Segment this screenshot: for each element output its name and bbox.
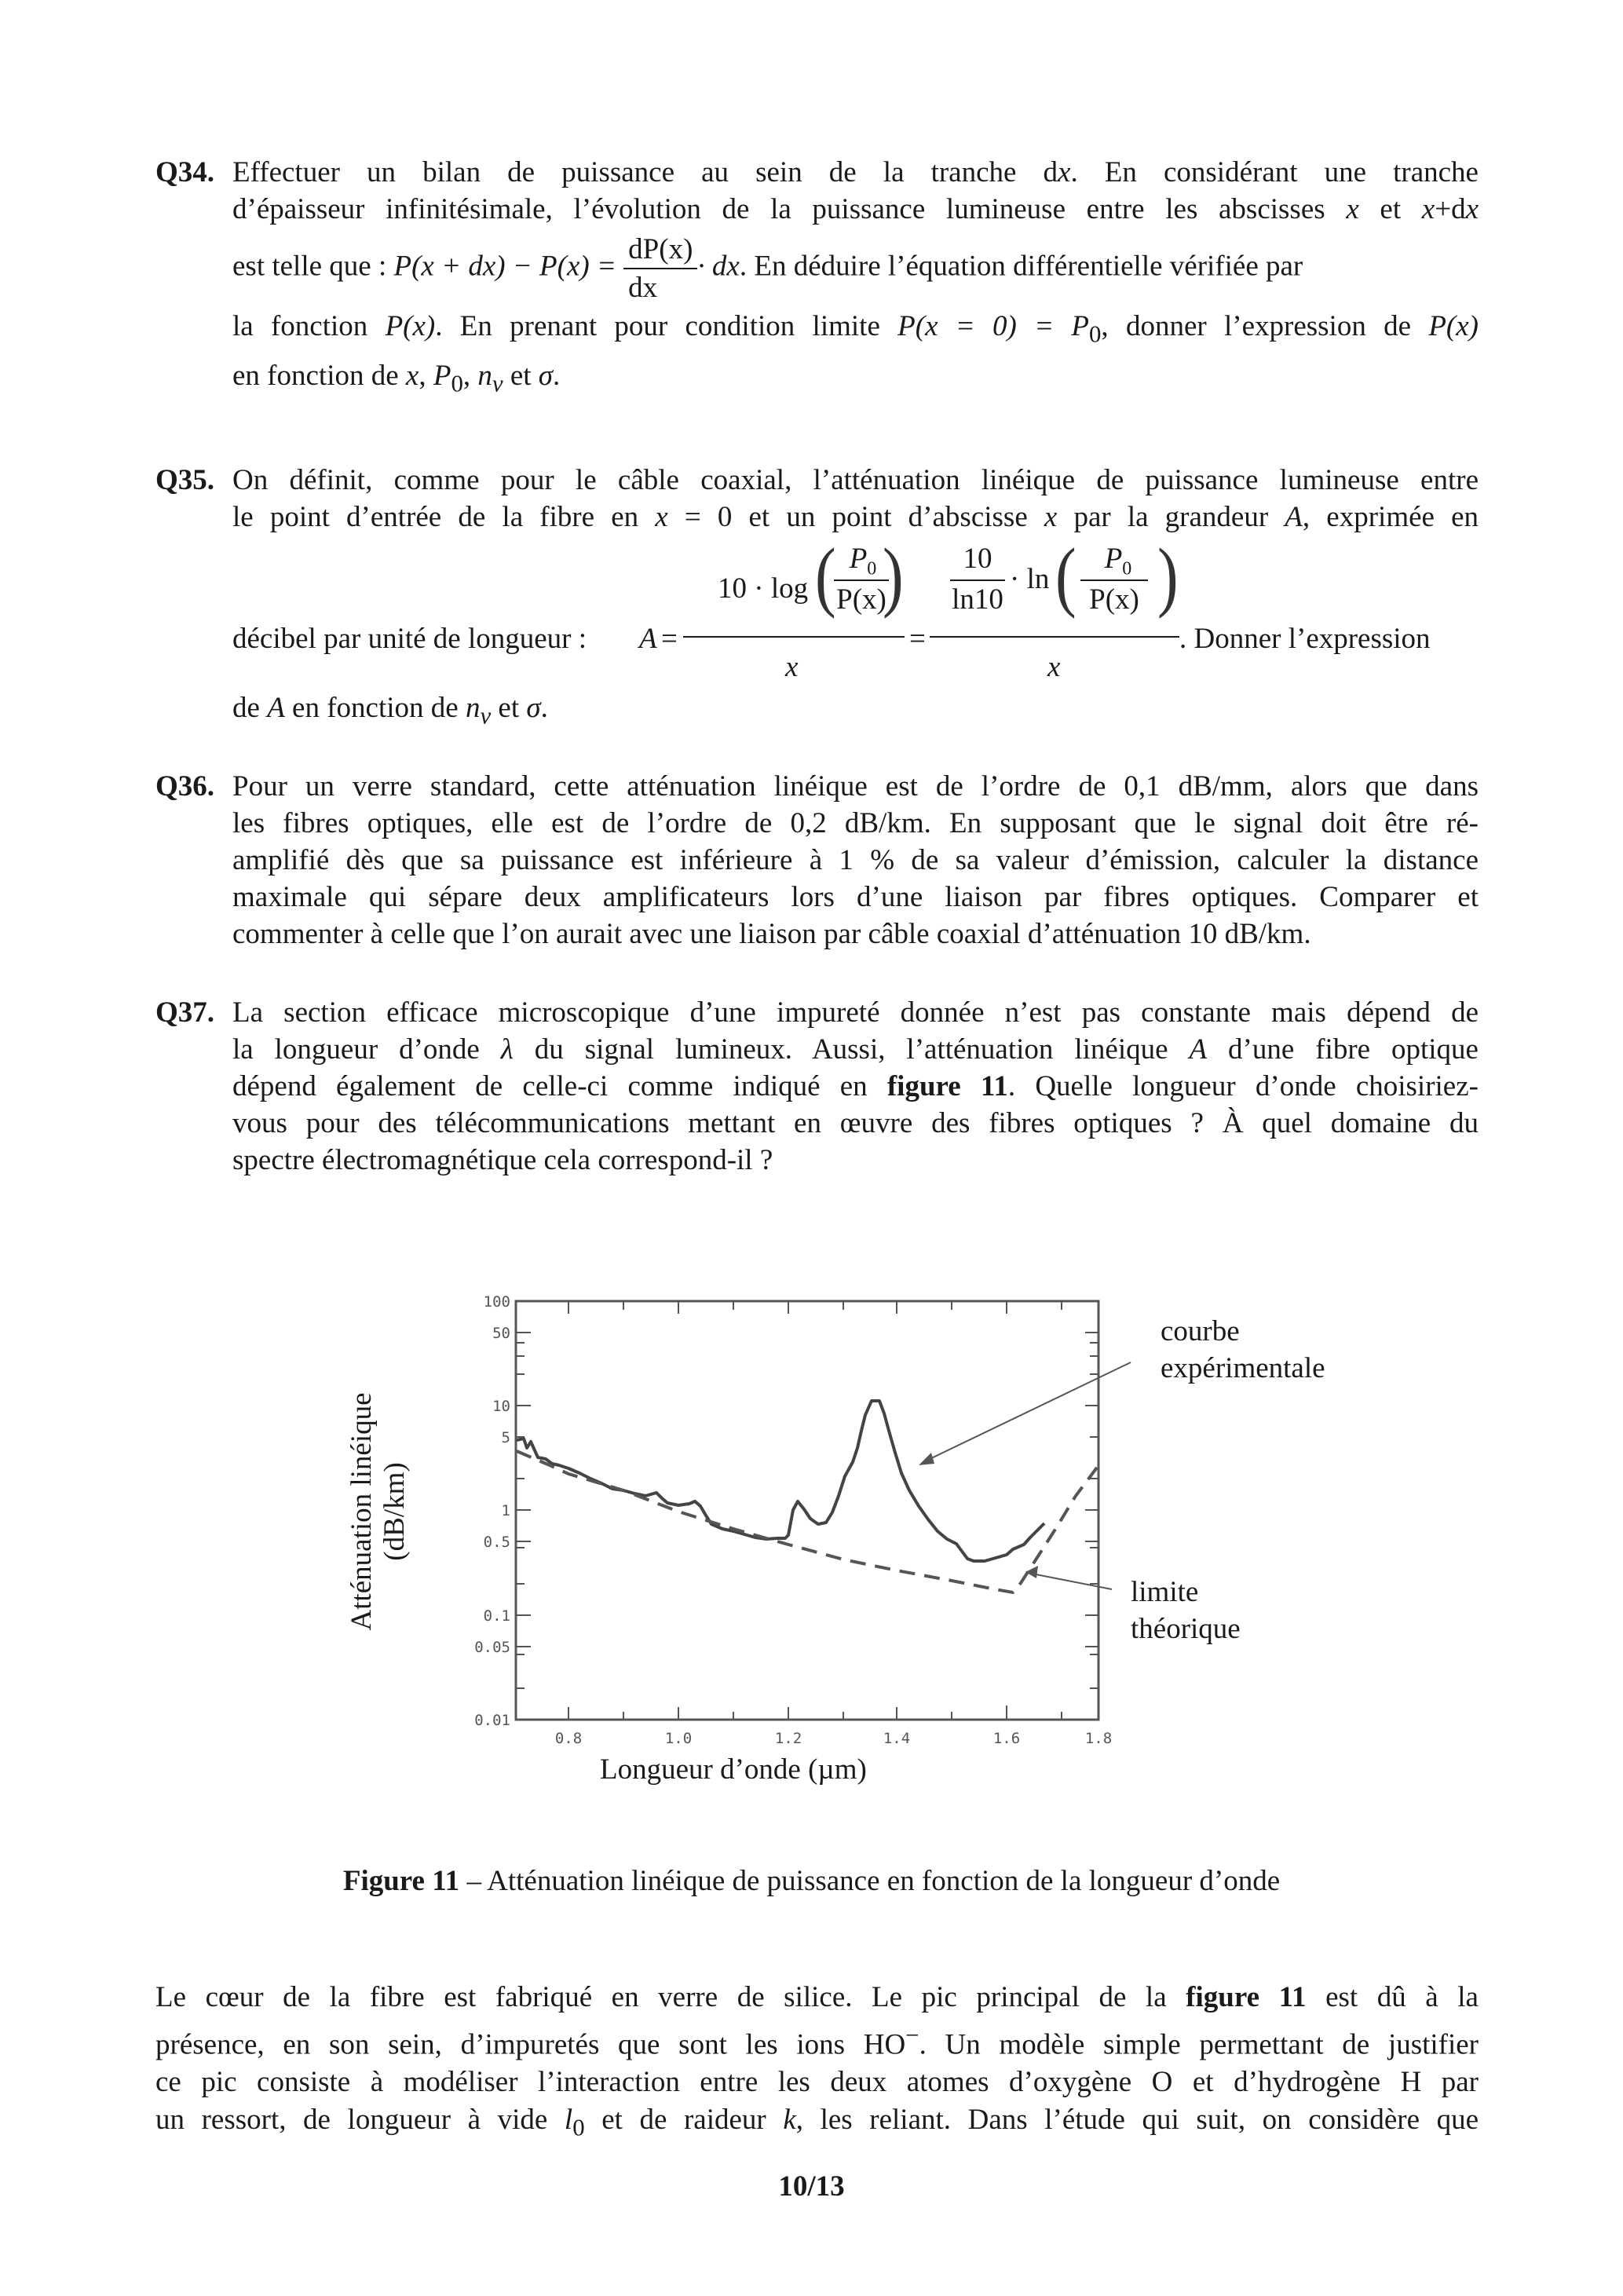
- q36-line: amplifié dès que sa puissance est inférieure à 1 % de sa valeur d’émission, calculer la distance: [232, 844, 1479, 876]
- q34-line-4: la fonction P(x). En prenant pour condition limite $P(x = 0) = P_0$, donner l’expression de P(x): [232, 310, 1479, 348]
- svg-text:1.4: 1.4: [883, 1730, 911, 1747]
- question-number: Q36.: [155, 770, 215, 803]
- x-ticks: [568, 1301, 1062, 1720]
- svg-text:10: 10: [492, 1398, 510, 1415]
- figure-caption: Figure 11 – Atténuation linéique de puissance en fonction de la longueur d’onde: [342, 1865, 1281, 1897]
- svg-text:0.01: 0.01: [474, 1712, 510, 1729]
- y-axis-label: Atténuation linéique (dB/km): [345, 1392, 411, 1631]
- q34-line-5: en fonction de x, $P_0$, $n_\nu$ et σ.: [232, 360, 561, 397]
- svg-text:1: 1: [501, 1502, 510, 1519]
- q34-line-2: d’épaisseur infinitésimale, l’évolution de la puissance lumineuse entre les abscisses x et x+dx: [232, 193, 1479, 225]
- q36-line: commenter à celle que l’on aurait avec une liaison par câble coaxial d’atténuation 10 dB/km.: [232, 918, 1311, 950]
- svg-text:0.1: 0.1: [483, 1607, 510, 1625]
- q34-equation-line: est telle que : P(x + dx) − P(x) = $\frac{dP(x)}{dx}$ · dx. En déduire l’équation différentielle vérifiée par: [232, 231, 1479, 305]
- q36-line: les fibres optiques, elle est de l’ordre de 0,2 dB/km. En supposant que le signal doit être ré-: [232, 807, 1479, 839]
- question-number: Q37.: [155, 996, 215, 1029]
- q35-line-2: le point d’entrée de la fibre en x = 0 et un point d’abscisse x par la grandeur A, exprimée en: [232, 501, 1479, 533]
- x-axis-label: Longueur d’onde (µm): [600, 1753, 867, 1786]
- svg-text:5: 5: [501, 1429, 510, 1446]
- q37-line: La section efficace microscopique d’une impureté donnée n’est pas constante mais dépend de: [232, 996, 1479, 1029]
- attenuation-fraction-log10: 10 · log ( ) $P_0$ P(x) x: [683, 542, 905, 691]
- attenuation-fraction-ln: 10 ln10 · ln ( ) $P_0$ P(x) x: [930, 542, 1179, 691]
- svg-text:0.05: 0.05: [474, 1639, 510, 1656]
- q35-line-1: On définit, comme pour le câble coaxial, l’atténuation linéique de puissance lumineuse entre: [232, 464, 1479, 496]
- question-number: Q35.: [155, 464, 215, 496]
- annotation-experimental-curve: courbe expérimentale: [1161, 1315, 1325, 1384]
- closing-paragraph: Le cœur de la fibre est fabriqué en verre de silice. Le pic principal de la figure 11 est dû à la présence, en son sein, d’impuretés que sont les ions HO−. Un modèle simple permettant de justifier ce pic consiste à modéliser l’interaction entre les deux atomes d’oxygène O et d’hydrogène H par un ressort, de longueur à vide $l_0$ et de raideur k, les reliant. Dans l’étude qui suit, on considère que: [155, 1981, 1479, 2141]
- page-number: 10/13: [778, 2170, 845, 2203]
- q37-line: vous pour des télécommunications mettant en œuvre des fibres optiques ? À quel domaine du: [232, 1107, 1479, 1139]
- q37-line: la longueur d’onde λ du signal lumineux. Aussi, l’atténuation linéique A d’une fibre optique: [232, 1033, 1479, 1066]
- annotation-theoretical-limit: limite théorique: [1131, 1576, 1241, 1645]
- svg-text:100: 100: [483, 1293, 510, 1311]
- svg-text:0.5: 0.5: [483, 1534, 510, 1551]
- equation-lhs: P(x + dx) − P(x) =: [393, 250, 616, 283]
- svg-text:1.0: 1.0: [664, 1730, 693, 1747]
- q37-line: dépend également de celle-ci comme indiqué en figure 11. Quelle longueur d’onde choisiriez-: [232, 1070, 1479, 1102]
- q35-equation-block: décibel par unité de longueur : A = 10 · log ( ) $P_0$ P(x) x = 10 ln10 · ln ( ) $P_0$ P(x) x . Donner l’expression: [232, 542, 1481, 691]
- q36-line: Pour un verre standard, cette atténuation linéique est de l’ordre de 0,1 dB/mm, alors que dans: [232, 770, 1479, 803]
- arrowhead-theoretical: [1025, 1566, 1038, 1578]
- svg-text:0.8: 0.8: [554, 1730, 583, 1747]
- arrow-experimental: [927, 1362, 1131, 1461]
- question-number: Q34.: [155, 156, 215, 188]
- y-ticks: [516, 1333, 1098, 1688]
- svg-text:1.2: 1.2: [774, 1730, 802, 1747]
- svg-text:1.6: 1.6: [992, 1730, 1021, 1747]
- svg-text:50: 50: [492, 1325, 510, 1342]
- y-tick-labels: [474, 1293, 510, 1729]
- plot-frame: [516, 1301, 1098, 1720]
- derivative-fraction: $\frac{dP(x)}{dx}$: [623, 231, 697, 306]
- svg-text:1.8: 1.8: [1084, 1730, 1113, 1747]
- figure-reference: figure 11: [1186, 1981, 1307, 2013]
- q34-line-1: Effectuer un bilan de puissance au sein de la tranche dx. En considérant une tranche: [232, 156, 1479, 188]
- theoretical-limit-curve: [517, 1451, 1097, 1592]
- arrow-theoretical: [1032, 1574, 1112, 1589]
- figure-reference: figure 11: [886, 1070, 1008, 1102]
- q35-line-4: de A en fonction de $n_\nu$ et σ.: [232, 692, 548, 729]
- figure-caption-label: Figure 11: [342, 1865, 460, 1897]
- q37-line: spectre électromagnétique cela correspond-il ?: [232, 1144, 773, 1176]
- x-tick-labels: [555, 1730, 1112, 1747]
- q36-line: maximale qui sépare deux amplificateurs lors d’une liaison par fibres optiques. Comparer et: [232, 881, 1479, 913]
- arrowhead-experimental: [919, 1453, 934, 1465]
